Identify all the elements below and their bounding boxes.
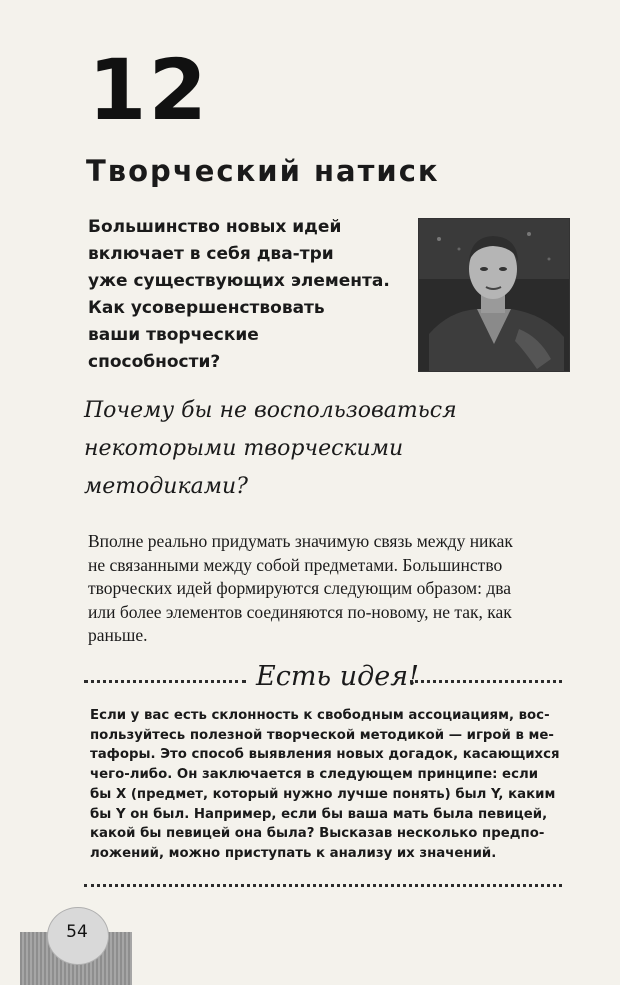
idea-line: пользуйтесь полезной творческой методикой — игрой в ме-: [90, 727, 554, 743]
idea-line: какой бы певицей она была? Высказав несколько предпо-: [90, 826, 545, 842]
lead-line: Как усовершенствовать: [88, 298, 325, 318]
page-number: 54: [66, 922, 88, 942]
idea-line: бы X (предмет, который нужно лучше понять) был Y, каким: [90, 786, 556, 802]
chapter-title: Творческий натиск: [86, 154, 440, 188]
body-line: раньше.: [88, 625, 148, 645]
portrait-photo: [418, 218, 570, 372]
idea-heading: Есть идея!: [256, 661, 419, 692]
lead-line: способности?: [88, 352, 221, 372]
handwritten-line: некоторыми творческими: [84, 436, 404, 461]
handwritten-line: Почему бы не воспользоваться: [84, 398, 457, 423]
idea-box-text: [90, 706, 562, 864]
divider-left: [84, 680, 246, 683]
lead-line: включает в себя два-три: [88, 244, 334, 264]
lead-line: ваши творческие: [88, 325, 259, 345]
divider-right: [410, 680, 562, 683]
handwritten-line: методиками?: [84, 474, 248, 499]
idea-line: чего-либо. Он заключается в следующем принципе: если: [90, 767, 539, 783]
lead-line: уже существующих элемента.: [88, 271, 390, 291]
lead-paragraph: [88, 214, 408, 376]
handwritten-question: [84, 392, 464, 506]
idea-line: Если у вас есть склонность к свободным ассоциациям, вос-: [90, 708, 550, 723]
body-line: творческих идей формируются следующим образом: два: [88, 578, 512, 598]
idea-line: бы Y он был. Например, если бы ваша мать была певицей,: [90, 806, 548, 822]
idea-line: тафоры. Это способ выявления новых догадок, касающихся: [90, 747, 560, 763]
lead-line: Большинство новых идей: [88, 217, 342, 237]
body-paragraph: [88, 530, 572, 648]
body-line: не связанными между собой предметами. Большинство: [88, 554, 503, 575]
chapter-number: 12: [88, 41, 209, 139]
body-line: Вполне реально придумать значимую связь между никак: [88, 531, 513, 551]
divider-bottom: [84, 884, 562, 887]
body-line: или более элементов соединяются по-новому, не так, как: [88, 601, 512, 622]
idea-line: ложений, можно приступать к анализу их значений.: [90, 845, 497, 861]
portrait-illustration: [419, 219, 569, 371]
